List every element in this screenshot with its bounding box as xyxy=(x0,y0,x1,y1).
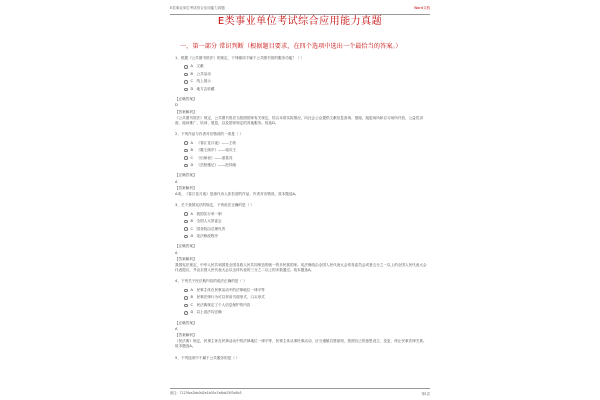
question-4 xyxy=(175,279,430,349)
option-text: 线上展示 xyxy=(196,79,211,84)
option-c[interactable] xyxy=(184,225,430,233)
option-text: 《出师表》——诸葛亮 xyxy=(196,155,233,160)
radio-icon[interactable] xyxy=(184,156,188,160)
answer-value: A xyxy=(175,179,178,184)
option-letter: A xyxy=(190,287,193,292)
question-stem: 4、下列关于民法典内容的说法正确的是（ ） xyxy=(175,279,247,284)
radio-icon[interactable] xyxy=(184,212,188,216)
option-text: 《岳阳楼记》——范仲淹 xyxy=(196,163,237,168)
option-text: 我国实行单一制 xyxy=(196,211,222,216)
option-letter: D xyxy=(190,163,194,168)
answer-label: 【正确答案】 xyxy=(175,320,197,325)
radio-icon[interactable] xyxy=(184,311,188,315)
option-b[interactable] xyxy=(184,294,430,302)
question-5 xyxy=(175,356,430,361)
option-letter: D xyxy=(190,234,194,239)
option-a[interactable] xyxy=(184,139,430,147)
analysis-label: 【答案解析】 xyxy=(175,256,197,261)
radio-icon[interactable] xyxy=(184,65,188,69)
question-2 xyxy=(175,132,430,197)
question-list xyxy=(175,56,430,361)
option-text: 《春江花月夜》——王勃 xyxy=(196,140,237,145)
answer-label: 【正确答案】 xyxy=(175,97,197,102)
option-b[interactable] xyxy=(184,147,430,155)
option-text: 以上说法均正确 xyxy=(196,310,222,315)
analysis-label: 【答案解析】 xyxy=(175,185,197,190)
option-letter: D xyxy=(190,310,194,315)
option-text: 《滕王阁序》——骆宾王 xyxy=(196,148,237,153)
question-stem: 3、关于我国宪法的规定，下列说法正确的是（ ） xyxy=(175,203,254,208)
analysis-text: 我国宪法规定，中华人民共和国是全国各族人民共同缔造的统一的多民族国家。宪法修改由全国人民代表大会常务委员会或者五分之一以上的全国人民代表大会代表提议，并由全国人民代表大会以全体代表的三分之二以上的多数通过。故本题选A。 xyxy=(175,263,427,273)
document-title: E类事业单位考试综合应用能力真题 xyxy=(217,16,383,27)
option-letter: C xyxy=(190,79,194,84)
option-letter: C xyxy=(190,155,194,160)
option-text: 文献 xyxy=(196,64,204,69)
option-text: 公共活动 xyxy=(196,71,211,76)
option-d[interactable] xyxy=(184,162,430,170)
option-text: 国务院由总理负责 xyxy=(196,226,226,231)
option-letter: B xyxy=(190,219,193,224)
option-letter: C xyxy=(190,226,194,231)
option-text: 地方志收藏 xyxy=(196,86,215,91)
option-letter: A xyxy=(190,211,193,216)
option-b[interactable] xyxy=(184,218,430,226)
radio-icon[interactable] xyxy=(184,220,188,224)
answer-options xyxy=(184,210,430,240)
option-c[interactable] xyxy=(184,302,430,310)
option-letter: B xyxy=(190,148,193,153)
radio-icon[interactable] xyxy=(184,296,188,300)
answer-options xyxy=(184,63,430,93)
footer-left-text: 备注：7123fca2bb0d2e1b05c7a6da25f3c6b3 xyxy=(170,391,242,395)
radio-icon[interactable] xyxy=(184,141,188,145)
option-text: 全国人大常委会 xyxy=(196,219,222,224)
radio-icon[interactable] xyxy=(184,304,188,308)
radio-icon[interactable] xyxy=(184,149,188,153)
answer-value: A xyxy=(175,250,178,255)
option-letter: B xyxy=(190,295,193,300)
radio-icon[interactable] xyxy=(184,289,188,293)
answer-label: 【正确答案】 xyxy=(175,244,197,249)
question-stem: 5、下列选项中不属于公共服务的是（ ） xyxy=(175,355,240,360)
option-text: 民事法律行为可以采用书面形式、口头形式 xyxy=(196,295,265,300)
radio-icon[interactable] xyxy=(184,73,188,77)
analysis-text: 《公共图书馆法》规定，公共图书馆应当按照国家有关规定，结合本馆实际情况，向社会公众提供文献信息查询、借阅，阅览场所和自习场所开放，公益性讲座、阅读推广、培训、展览，以及国家规定的其他服务。故选D。 xyxy=(175,115,423,126)
answer-options xyxy=(184,287,430,317)
option-c[interactable] xyxy=(184,154,430,162)
analysis-label: 【答案解析】 xyxy=(175,109,197,114)
analysis-label: 【答案解析】 xyxy=(175,333,197,338)
question-stem: 1、根据《公共图书馆法》的规定，下列哪项不属于公共图书馆的服务功能？（ ） xyxy=(175,56,305,60)
option-b[interactable] xyxy=(184,71,430,79)
option-letter: A xyxy=(190,140,193,145)
answer-value: D xyxy=(175,103,178,108)
option-letter: B xyxy=(190,71,193,76)
option-c[interactable] xyxy=(184,78,430,86)
question-1 xyxy=(175,56,430,126)
answer-label: 【正确答案】 xyxy=(175,173,197,178)
page-footer xyxy=(170,388,430,395)
option-letter: C xyxy=(190,302,194,307)
option-text: 民事主体在民事活动中的法律地位一律平等 xyxy=(196,287,265,292)
radio-icon[interactable] xyxy=(184,88,188,92)
page-number: 第1页 xyxy=(421,392,430,396)
answer-value: A xyxy=(175,326,178,331)
header-left-text: E类事业单位考试综合应用能力真题 xyxy=(170,6,225,10)
option-d[interactable] xyxy=(184,233,430,241)
option-a[interactable] xyxy=(184,287,430,295)
option-letter: D xyxy=(190,86,194,91)
option-a[interactable] xyxy=(184,210,430,218)
radio-icon[interactable] xyxy=(184,80,188,84)
option-text: 宪法修改程序 xyxy=(196,234,219,239)
radio-icon[interactable] xyxy=(184,164,188,168)
answer-options xyxy=(184,139,430,169)
analysis-text: 《民法典》规定，民事主体在民事活动中的法律地位一律平等，民事主体从事民事活动，应当遵循自愿原则，按照自己的意思设立、变更、终止民事法律关系。故本题选A。 xyxy=(175,339,427,349)
option-d[interactable] xyxy=(184,86,430,94)
option-letter: A xyxy=(190,64,193,69)
option-text: 民法典规定了个人信息保护的内容 xyxy=(196,302,251,307)
header-right-text: Word文档 xyxy=(414,6,430,10)
analysis-text: A项，《春江花月夜》是唐代诗人张若虚的作品，作者对应错误，故本题选A。 xyxy=(175,192,299,197)
question-3 xyxy=(175,203,430,273)
option-a[interactable] xyxy=(184,63,430,71)
section-title: 一、第一部分 常识判断（根据题目要求，在四个选项中选出一个最恰当的答案。） xyxy=(180,43,402,50)
question-stem: 2、下列作品与作者对应错误的一项是（ ） xyxy=(175,132,244,137)
option-d[interactable] xyxy=(184,309,430,317)
radio-icon[interactable] xyxy=(184,227,188,231)
radio-icon[interactable] xyxy=(184,235,188,239)
